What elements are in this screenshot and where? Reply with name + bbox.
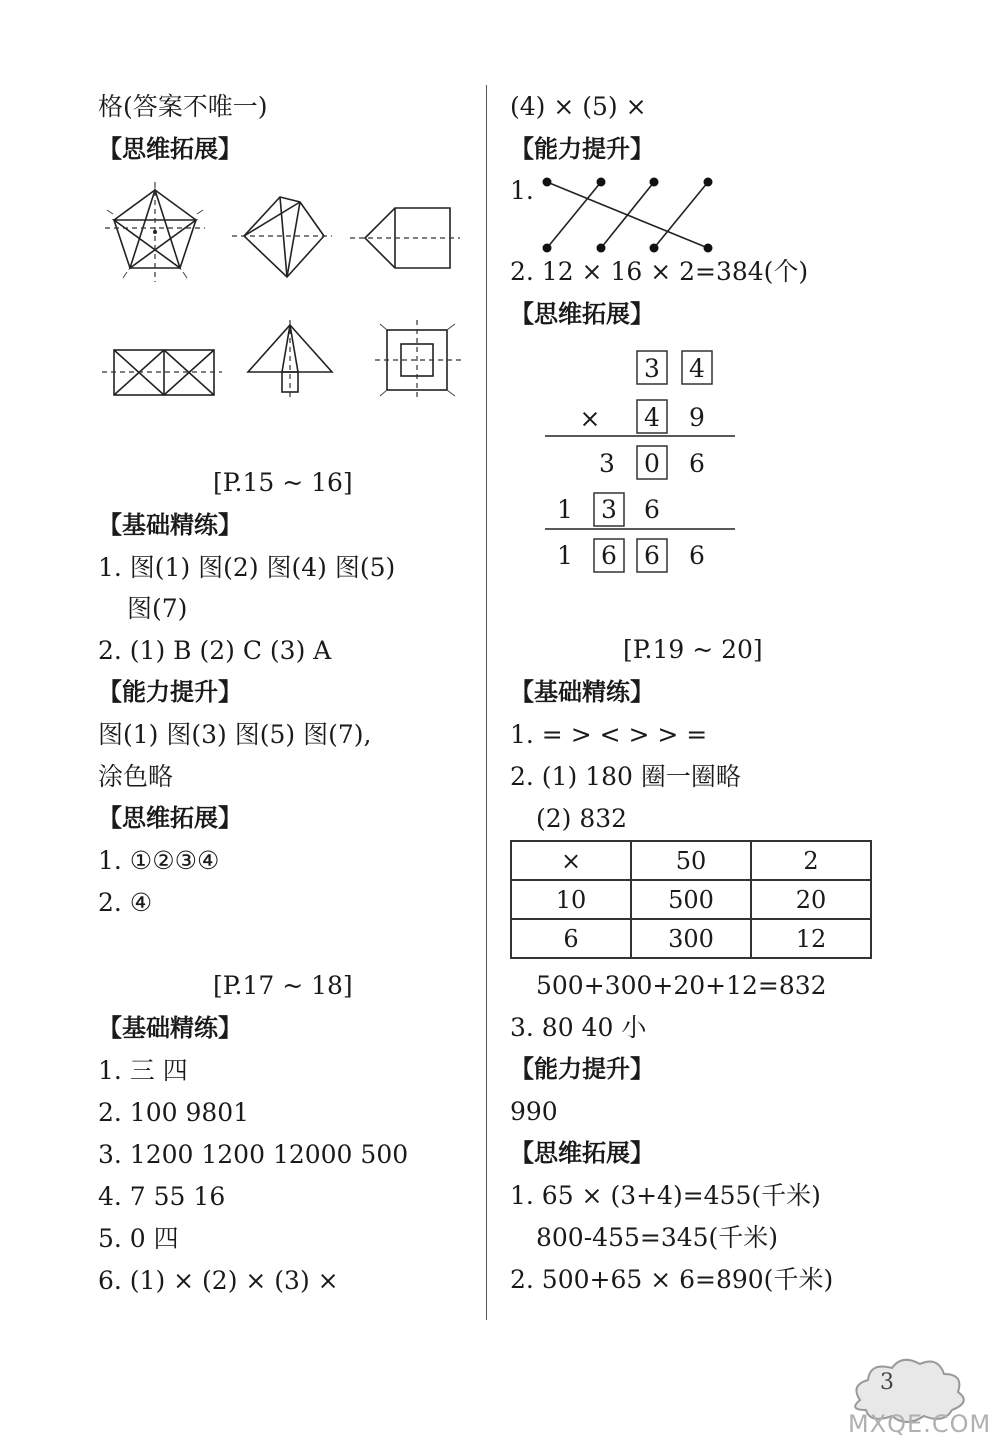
pentagon-star-figure [105, 182, 205, 282]
heading-thinking-extension: 【思维拓展】 [98, 135, 242, 163]
table-cell: 300 [631, 919, 751, 958]
times-sign: × [579, 404, 601, 433]
digit: 3 [601, 495, 617, 524]
table-cell: 50 [631, 841, 751, 880]
answer-line: 1. 图(1) 图(2) 图(4) 图(5) [98, 553, 396, 582]
answer-line: 2. (1) 180 圈一圈略 [510, 762, 741, 791]
table-cell: 12 [751, 919, 871, 958]
heading-ability: 【能力提升】 [98, 678, 242, 706]
digit: 6 [644, 541, 660, 570]
table-cell: 10 [511, 880, 631, 919]
answer-line: 3. 80 40 小 [510, 1013, 647, 1042]
answer-line: 2. 12 × 16 × 2=384(个) [510, 257, 809, 286]
double-rectangle-x-figure [102, 345, 222, 400]
answer-line: 4. 7 55 16 [98, 1182, 226, 1211]
answer-line: 2. ④ [98, 888, 153, 917]
answer-line: 800-455=345(千米) [536, 1223, 779, 1252]
digit: 0 [644, 449, 660, 478]
heading-ability: 【能力提升】 [510, 1055, 654, 1083]
table-row [511, 919, 871, 958]
answer-line: 2. 100 9801 [98, 1098, 250, 1127]
answer-line: 3. 1200 1200 12000 500 [98, 1140, 409, 1169]
digit: 3 [644, 354, 660, 383]
matching-lines-figure [535, 172, 725, 257]
rhombus-figure [232, 192, 332, 282]
table-cell: 2 [751, 841, 871, 880]
digit: 6 [689, 541, 705, 570]
heading-basic-practice: 【基础精练】 [98, 511, 242, 539]
answer-continuation: 格(答案不唯一) [98, 92, 268, 121]
answer-line: 1. 65 × (3+4)=455(千米) [510, 1181, 821, 1210]
roof-figure [240, 320, 340, 400]
digit: 6 [689, 449, 705, 478]
answer-line: 涂色略 [98, 762, 174, 791]
table-cell: 20 [751, 880, 871, 919]
house-pentagon-figure [350, 200, 460, 275]
answer-continuation: (4) × (5) × [510, 92, 647, 121]
answer-line: 5. 0 四 [98, 1224, 179, 1253]
table-cell: × [511, 841, 631, 880]
answer-line: 6. (1) × (2) × (3) × [98, 1266, 339, 1295]
answer-line: 1. 三 四 [98, 1056, 188, 1085]
table-row [511, 841, 871, 880]
heading-basic-practice: 【基础精练】 [98, 1014, 242, 1042]
answer-line: 500+300+20+12=832 [536, 971, 827, 1000]
page-range-17-18: [P.17 ~ 18] [213, 971, 353, 1000]
answer-line: 2. 500+65 × 6=890(千米) [510, 1265, 834, 1294]
digit: 1 [557, 541, 573, 570]
table-row [511, 880, 871, 919]
answer-line: 990 [510, 1097, 558, 1126]
answer-line: 1. = > < > > = [510, 720, 708, 749]
table-cell: 6 [511, 919, 631, 958]
answer-line: 1. ①②③④ [98, 846, 220, 875]
digit: 4 [644, 403, 660, 432]
column-divider [486, 85, 487, 1320]
digit: 3 [599, 449, 615, 478]
page-range-19-20: [P.19 ~ 20] [623, 635, 763, 664]
digit: 9 [689, 403, 705, 432]
answer-line: 图(7) [127, 594, 188, 623]
watermark-text: MXQE.COM [848, 1410, 992, 1438]
nested-square-figure [375, 320, 465, 400]
heading-thinking-extension: 【思维拓展】 [98, 804, 242, 832]
multiplication-table [510, 840, 872, 959]
answer-line: 图(1) 图(3) 图(5) 图(7), [98, 720, 372, 749]
vertical-multiplication [540, 345, 740, 580]
answer-line: (2) 832 [536, 804, 628, 833]
digit: 6 [644, 495, 660, 524]
digit: 1 [557, 495, 573, 524]
heading-basic-practice: 【基础精练】 [510, 678, 654, 706]
matching-label: 1. [510, 176, 534, 205]
heading-ability: 【能力提升】 [510, 135, 654, 163]
heading-thinking-extension: 【思维拓展】 [510, 300, 654, 328]
answer-line: 2. (1) B (2) C (3) A [98, 636, 332, 665]
digit: 4 [689, 354, 705, 383]
table-cell: 500 [631, 880, 751, 919]
page-number: 3 [880, 1370, 894, 1395]
heading-thinking-extension: 【思维拓展】 [510, 1139, 654, 1167]
page-range-15-16: [P.15 ~ 16] [213, 468, 353, 497]
digit: 6 [601, 541, 617, 570]
